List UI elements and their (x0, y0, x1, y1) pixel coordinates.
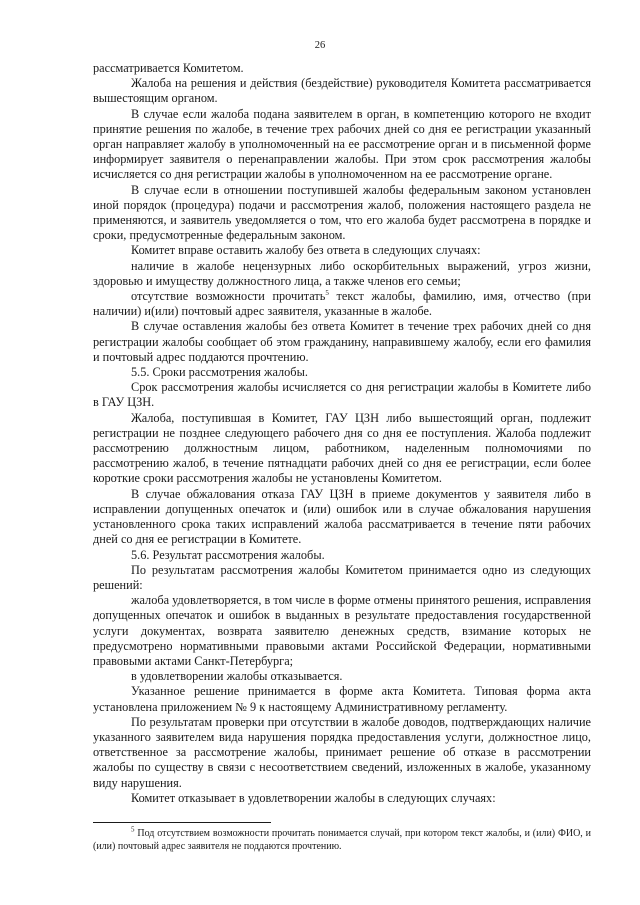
footnote-reference: 5 (325, 288, 329, 297)
footnote-marker: 5 (131, 825, 135, 834)
list-item: наличие в жалобе нецензурных либо оскорбительных выражений, угроз жизни, здоровью и имуществу должностного лица, а также членов его семьи; (93, 258, 591, 288)
list-item: в удовлетворении жалобы отказывается. (131, 669, 343, 684)
footnote-divider (93, 822, 271, 823)
paragraph: Указанное решение принимается в форме акта Комитета. Типовая форма акта установлена приложением № 9 к настоящему Административному регламенту. (93, 684, 591, 714)
paragraph: Жалоба на решения и действия (бездействие) руководителя Комитета рассматривается вышестоящим органом. (93, 76, 591, 106)
page-number: 26 (314, 40, 326, 51)
section-heading: 5.5. Сроки рассмотрения жалобы. (131, 365, 308, 380)
footnote-text: Под отсутствием возможности прочитать понимается случай, при котором текст жалобы, и (или) ФИО, и (или) почтовый адрес заявителя не поддаются прочтению. (93, 828, 591, 852)
paragraph: В случае оставления жалобы без ответа Комитет в течение трех рабочих дней со дня регистрации жалобы сообщает об этом гражданину, направившему жалобу, если его фамилия и почтовый адрес поддаются прочтению. (93, 319, 591, 364)
list-item: жалоба удовлетворяется, в том числе в форме отмены принятого решения, исправления допущенных опечаток и ошибок в выданных в результате предоставления государственной услуги документах, возврата заявителю денежных средств, взимание которых не предусмотрено нормативными правовыми актами Российской Федерации, нормативными правовыми актами Санкт-Петербурга; (93, 593, 591, 668)
paragraph-part: текст жалобы, фамилию, имя, отчество (при наличии) и(или) почтовый адрес заявителя, указанные в жалобе. (93, 289, 591, 319)
document-body (93, 61, 591, 806)
paragraph-part: отсутствие возможности прочитать (131, 289, 326, 304)
paragraph: В случае обжалования отказа ГАУ ЦЗН в приеме документов у заявителя либо в исправлении допущенных опечаток и (или) ошибок или в случае обжалования нарушения установленного срока таких исправлений жалоба рассматривается в течение пяти рабочих дней со дня ее регистрации в Комитете. (93, 486, 591, 547)
list-item (93, 289, 591, 319)
paragraph: Комитет вправе оставить жалобу без ответа в следующих случаях: (131, 243, 481, 258)
paragraph: В случае если в отношении поступившей жалобы федеральным законом установлен иной порядок (процедура) подачи и рассмотрения жалоб, положения настоящего раздела не применяются, и заявитель уведомляется о том, что его жалоба будет рассмотрена в порядке и сроки, предусмотренные федеральным законом. (93, 182, 591, 243)
paragraph: По результатам рассмотрения жалобы Комитетом принимается одно из следующих решений: (93, 562, 591, 592)
paragraph: Комитет отказывает в удовлетворении жалобы в следующих случаях: (131, 790, 496, 805)
footnote (93, 827, 591, 853)
paragraph: Жалоба, поступившая в Комитет, ГАУ ЦЗН либо вышестоящий орган, подлежит регистрации не позднее следующего рабочего дня со дня ее поступления. Жалоба подлежит рассмотрению должностным лицом, работником, наделенным полномочиями по рассмотрению жалоб, в течение пятнадцати рабочих дней со дня ее регистрации, если более короткие сроки рассмотрения жалобы не установлены Комитетом. (93, 410, 591, 486)
section-heading: 5.6. Результат рассмотрения жалобы. (131, 547, 325, 562)
paragraph: По результатам проверки при отсутствии в жалобе доводов, подтверждающих наличие указанного заявителем вида нарушения порядка предоставления услуги, должностное лицо, ответственное за рассмотрение жалобы, принимает решение об отказе в рассмотрении жалобы по существу в связи с несоответствием сведений, изложенных в жалобе, указанному виду нарушения. (93, 714, 591, 790)
paragraph: Срок рассмотрения жалобы исчисляется со дня регистрации жалобы в Комитете либо в ГАУ ЦЗН. (93, 380, 591, 410)
paragraph: В случае если жалоба подана заявителем в орган, в компетенцию которого не входит принятие решения по жалобе, в течение трех рабочих дней со дня ее регистрации указанный орган направляет жалобу в уполномоченный на ее рассмотрение орган и в письменной форме информирует заявителя о перенаправлении жалобы. При этом срок рассмотрения жалобы исчисляется со дня регистрации жалобы в уполномоченном на ее рассмотрение органе. (93, 106, 591, 182)
paragraph: рассматривается Комитетом. (93, 61, 244, 75)
